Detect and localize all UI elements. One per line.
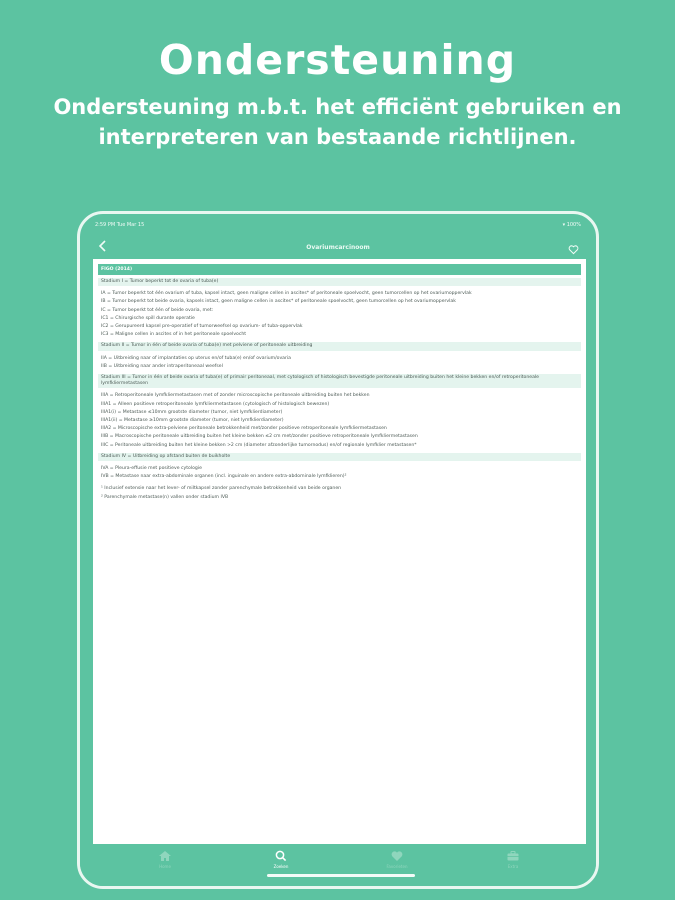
stage-row: Stadium I = Tumor beperkt tot de ovaria of tuba(e) — [98, 278, 581, 286]
table-row: IB = Tumor beperkt tot beide ovaria, kapsels intact, geen maligne cellen in ascites* of peritoneale spoelvocht, geen tumorcellen op het ovariumoppervlak — [101, 299, 456, 305]
heart-icon — [390, 850, 404, 862]
table-row: IIA = Uitbreiding naar of implantaties op uterus en/of tuba(e) en/of ovarium/ovaria — [101, 355, 291, 361]
table-row: IIIA2 = Microscopische extra-pelviene peritoneale betrokkenheid met/zonder positieve retroperitoneale lymfkliermetastasen — [101, 426, 387, 432]
table-row: IIIB = Macroscopische peritoneale uitbreiding buiten het kleine bekken ≤2 cm met/zonder positieve retroperitoneale lymfkliermetastasen — [101, 434, 418, 440]
toolbox-icon — [506, 850, 520, 862]
status-time: 2:59 PM Tue Mar 15 — [95, 222, 145, 228]
tab-home[interactable] — [135, 850, 195, 869]
table-row: IC = Tumor beperkt tot één of beide ovaria, met: — [101, 307, 214, 313]
tab-extra[interactable] — [483, 850, 543, 869]
footnote: ² Parenchymale metastase(n) vallen onder stadium IVB — [101, 494, 229, 500]
nav-bar — [80, 236, 596, 258]
status-bar — [80, 222, 596, 234]
heart-icon[interactable] — [568, 240, 579, 251]
table-row: IIIA = Retroperitoneale lymfkliermetastasen met of zonder microscopische peritoneale uitbreiding buiten het bekken — [101, 393, 370, 399]
table-header: FIGO (2014) — [98, 264, 581, 275]
tab-label: Favorieten — [386, 864, 408, 869]
tab-label: Extra — [507, 864, 519, 869]
table-row: IVA = Pleura-effusie met positieve cytologie — [101, 466, 202, 472]
stage-row: Stadium IV = Uitbreiding op afstand buiten de buikholte — [98, 453, 581, 461]
table-row: IIIA1(i) = Metastase ≤10mm grootste diameter (tumor, niet lymfklierdiameter) — [101, 409, 283, 415]
table-row: IC1 = Chirurgische spill durante operatie — [101, 315, 195, 321]
table-row: IA = Tumor beperkt tot één ovarium of tuba, kapsel intact, geen maligne cellen in ascites* of peritoneale spoelvocht, geen tumorcellen op het ovariumoppervlak — [101, 291, 472, 297]
table-row: IC2 = Gerupureerd kapsel pre-operatief of tumorweefsel op ovarium- of tuba-oppervlak — [101, 324, 303, 330]
table-row: IIIA1 = Alleen positieve retroperitoneale lymfkliermetastasen (cytologisch of histologisch bewezen) — [101, 401, 330, 407]
tab-search[interactable] — [251, 850, 311, 869]
home-indicator — [267, 874, 415, 877]
tab-bar — [80, 844, 596, 886]
tab-label: Zoeken — [273, 864, 289, 869]
home-icon — [158, 850, 172, 862]
footnote: ¹ Inclusief extensie naar het lever- of miltkapsel zonder parenchymale betrokkenheid van beide organen — [101, 486, 342, 492]
status-battery: ▾ 100% — [562, 222, 581, 228]
table-row: IC3 = Maligne cellen in ascites of in het peritoneale spoelvocht — [101, 332, 247, 338]
stage-row: Stadium II = Tumor in één of beide ovaria of tuba(e) met pelviene of peritoneale uitbreiding — [98, 342, 581, 350]
tablet-frame — [77, 211, 599, 889]
table-row: IIB = Uitbreiding naar ander intraperitoneaal weefsel — [101, 363, 223, 369]
promo-title: Ondersteuning — [158, 36, 517, 84]
table-row: IVB = Metastase naar extra-abdominale organen (incl. inguinale en andere extra-abdominale lymfklieren)² — [101, 474, 347, 480]
page-title: Ovariumcarcinoom — [306, 244, 370, 251]
search-icon — [274, 850, 288, 862]
staging-table — [93, 259, 586, 849]
table-row: IIIA1(ii) = Metastase ≥10mm grootste diameter (tumor, niet lymfklierdiameter) — [101, 418, 284, 424]
stage-row: Stadium III = Tumor in één of beide ovaria of tuba(e) of primair peritoneaal, met cytologisch of histologisch bevestigde peritoneale uitbreiding buiten het kleine bekken en/of retroperitoneale lymfkliermetastasen — [98, 374, 581, 388]
promo-subtitle: Ondersteuning m.b.t. het efficiënt gebruiken en interpreteren van bestaande richtlijnen. — [53, 95, 622, 149]
tab-favorites[interactable] — [367, 850, 427, 869]
tab-label: Home — [159, 864, 171, 869]
table-row: IIIC = Peritoneale uitbreiding buiten het kleine bekken >2 cm (diameter afzonderlijke tumornodus) en/of regionale lymfklier metastasen* — [101, 442, 417, 448]
